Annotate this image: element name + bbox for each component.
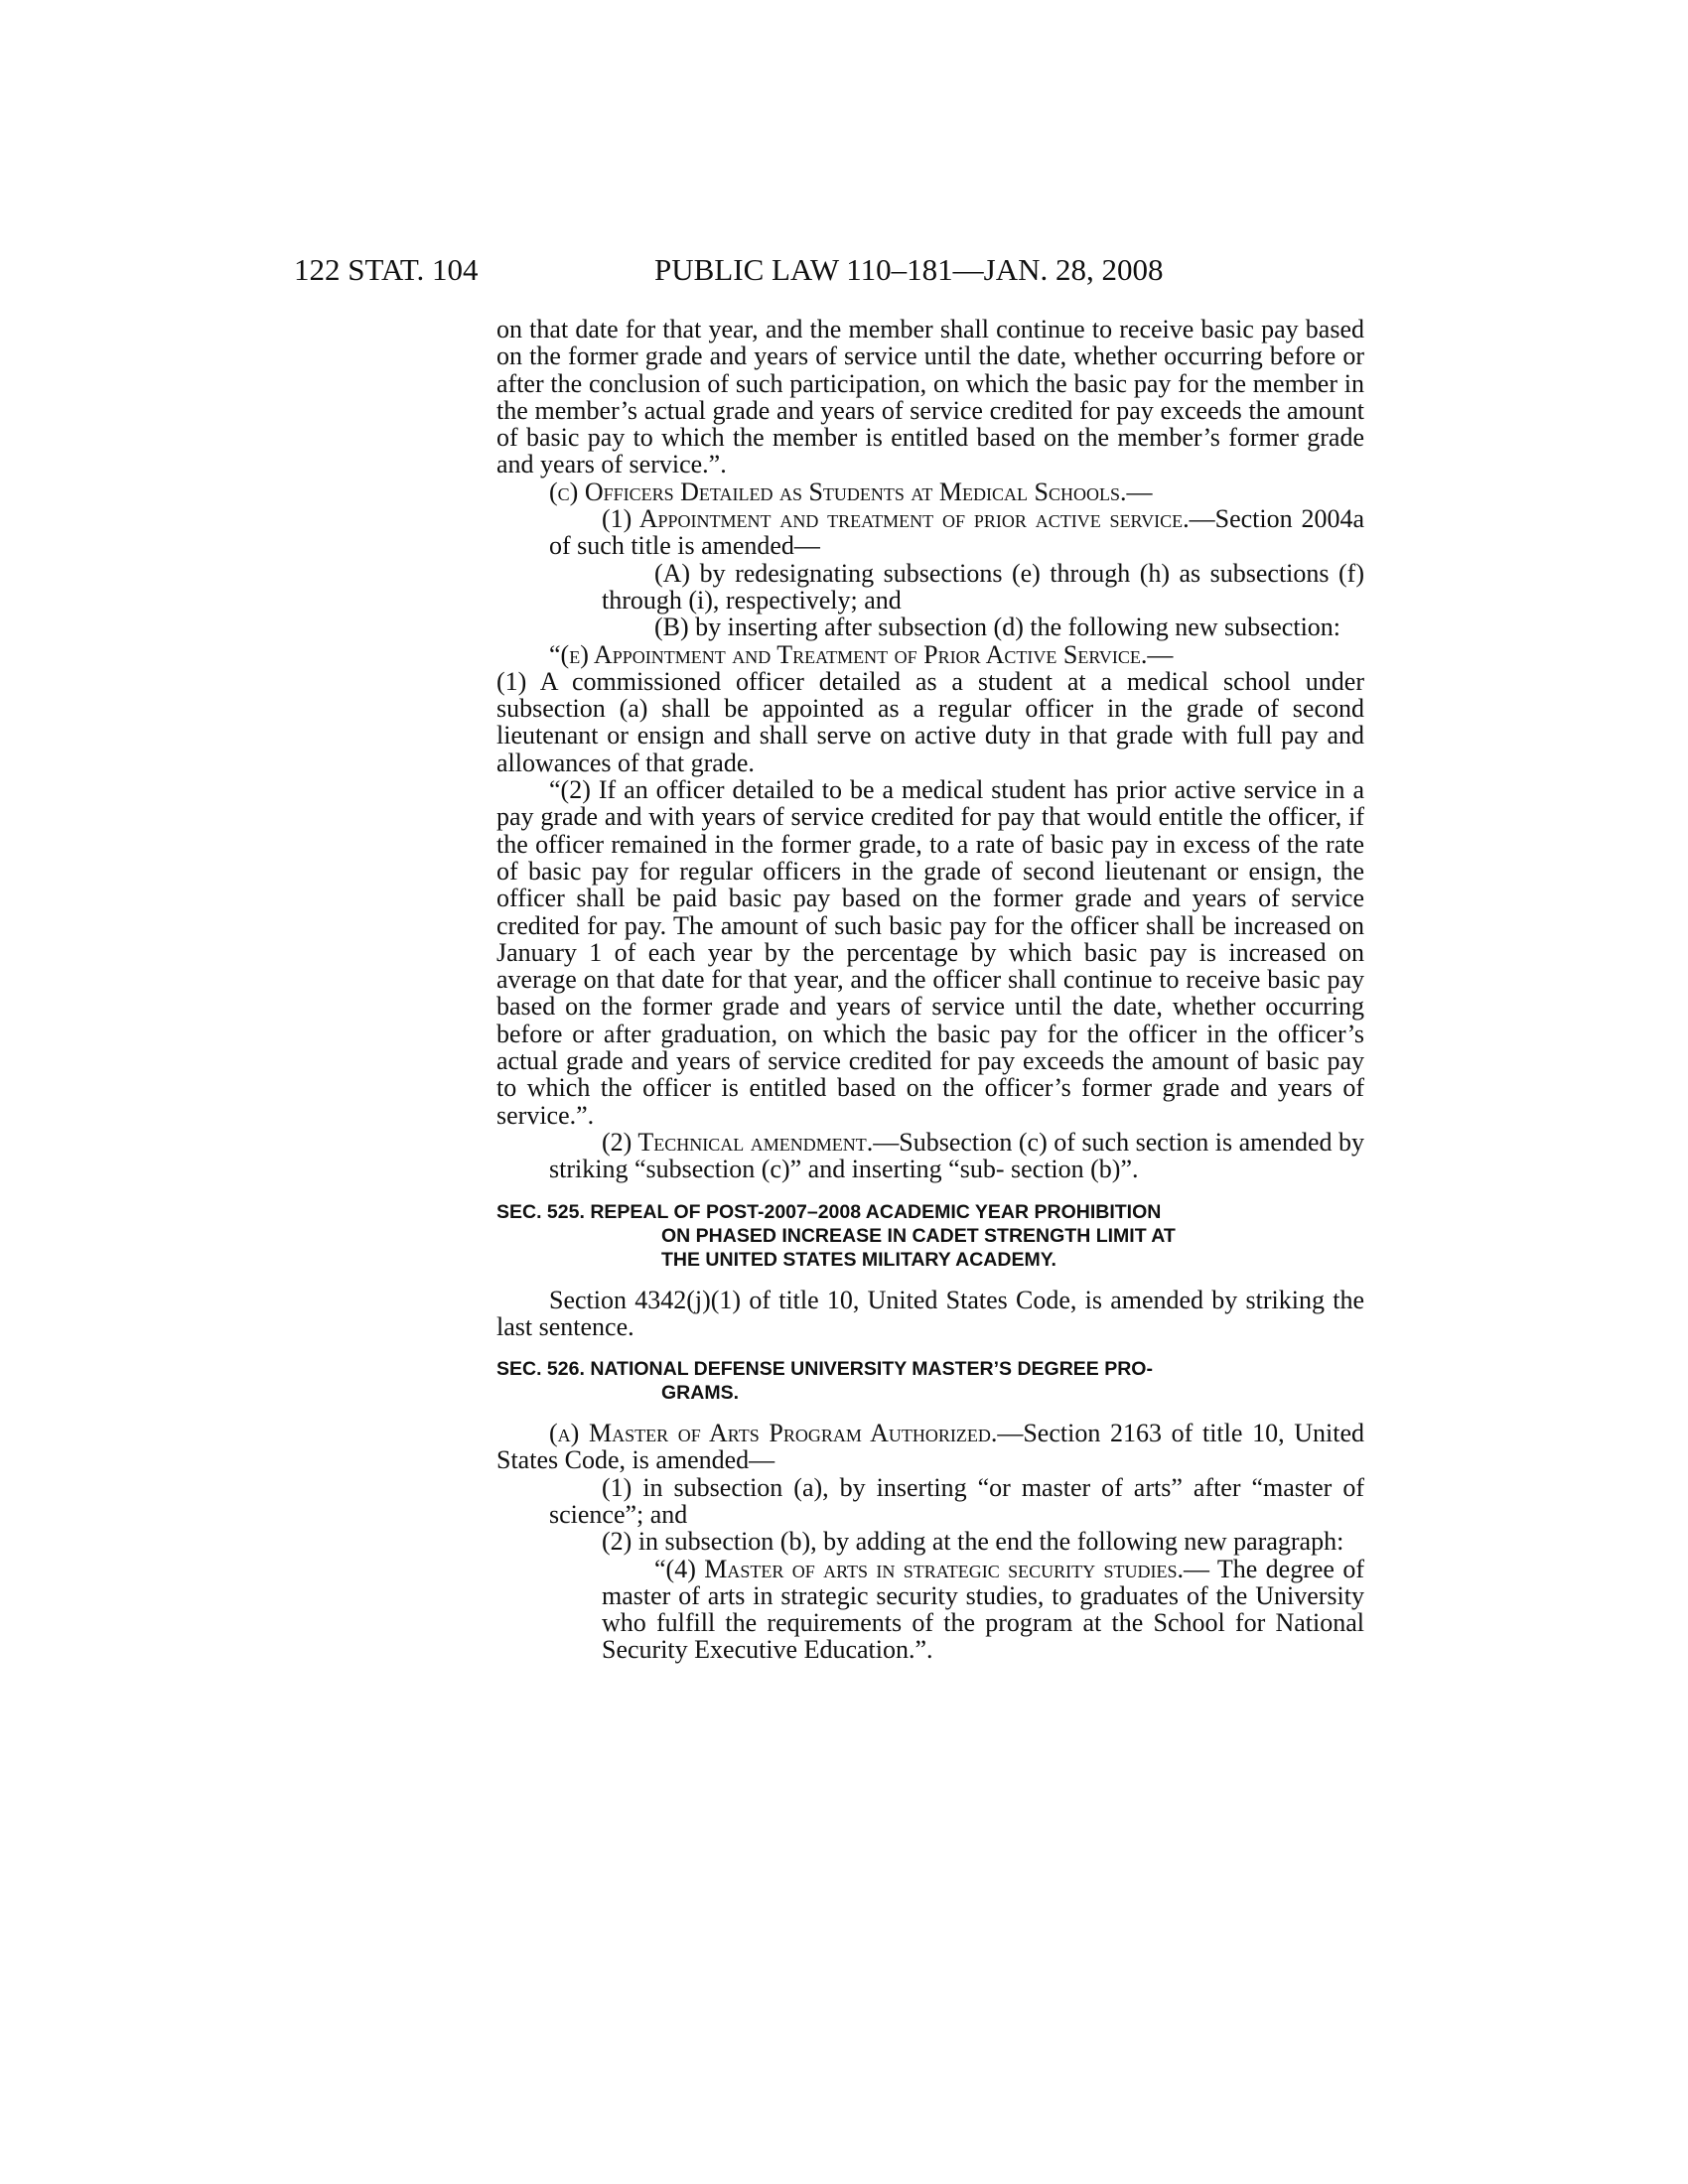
- subsection-a-heading: (a) Master of Arts Program Authorized.: [549, 1419, 998, 1448]
- quoted-subsection-e-1: (1) A commissioned officer detailed as a student at a medical school under subsection (a) shall be appointed as a regular officer in the grade of second lieutenant or ensign and shall serve on active duty in that grade with full pay and allowances of that grade.: [496, 666, 1364, 777]
- document-body: [496, 316, 1364, 1664]
- paragraph-a1: (1) in subsection (a), by inserting “or master of arts” after “master of science”; and: [549, 1472, 1364, 1529]
- quoted-subsection-e: [496, 641, 1364, 668]
- paragraph-c2: [496, 1129, 1364, 1183]
- quoted-paragraph-4: [496, 1556, 1364, 1664]
- quoted-subsection-e-heading: “(e) Appointment and Treatment of Prior Active Service.—: [549, 639, 1174, 669]
- paragraph-c2-heading: (2) Technical amendment.: [602, 1127, 874, 1157]
- section-526-number: SEC. 526.: [496, 1358, 585, 1381]
- section-526-title-line-1: NATIONAL DEFENSE UNIVERSITY MASTER’S DEGREE PRO-: [590, 1358, 1153, 1381]
- section-525-title-line-3: THE UNITED STATES MILITARY ACADEMY.: [661, 1248, 1056, 1271]
- section-525-number: SEC. 525.: [496, 1200, 585, 1223]
- quoted-paragraph-4-heading: “(4) Master of arts in strategic security studies.: [654, 1554, 1184, 1583]
- subsection-a-text: —Section 2163 of title 10, United States Code, is amended—: [496, 1419, 1365, 1475]
- section-525-title-line-1: REPEAL OF POST-2007–2008 ACADEMIC YEAR PROHIBITION: [590, 1200, 1162, 1223]
- section-525-title-line-2: ON PHASED INCREASE IN CADET STRENGTH LIMIT AT: [661, 1224, 1176, 1247]
- public-law-citation: PUBLIC LAW 110–181—JAN. 28, 2008: [654, 252, 1164, 287]
- section-525-heading: [496, 1200, 1364, 1272]
- paragraph-c1-text: —Section 2004a of such title is amended—: [549, 504, 1364, 561]
- stat-page-number: 122 STAT. 104: [294, 252, 479, 287]
- subsection-c-heading: [496, 478, 1364, 505]
- quoted-subsection-e-2: “(2) If an officer detailed to be a medical student has prior active service in a pay grade and with years of service credited for pay that would entitle the officer, if the officer remained in the former grade, to a rate of basic pay in excess of the rate of basic pay for regular officers in the grade of second lieutenant or ensign, the officer shall be paid basic pay based on the former grade and years of service credited for pay. The amount of such basic pay for the officer shall be increased on January 1 of each year by the percentage by which basic pay is increased on average on that date for that year, and the officer shall continue to receive basic pay based on the former grade and years of service until the date, whether occurring before or after graduation, on which the basic pay for the officer in the officer’s actual grade and years of service credited for pay exceeds the amount of basic pay to which the officer is entitled based on the officer’s former grade and years of service.”.: [496, 775, 1364, 1130]
- paragraph-c2-text: —Subsection (c) of such section is amended by striking “subsection (c)” and inserting “sub- section (b)”.: [549, 1127, 1365, 1184]
- subsection-a: [496, 1420, 1364, 1474]
- continued-paragraph: on that date for that year, and the member shall continue to receive basic pay based on the former grade and years of service until the date, whether occurring before or after the conclusion of such participation, on which the basic pay for the member in the member’s actual grade and years of service credited for pay exceeds the amount of basic pay to which the member is entitled based on the member’s former grade and years of service.”.: [496, 315, 1364, 479]
- paragraph-c1: [496, 505, 1364, 560]
- quoted-paragraph-4-text: — The degree of master of arts in strategic security studies, to graduates of the University who fulfill the requirements of the program at the School for National Security Executive Education.”.: [602, 1554, 1364, 1665]
- paragraph-c1-heading: (1) Appointment and treatment of prior active service.: [602, 504, 1190, 534]
- subparagraph-c1A: (A) by redesignating subsections (e) through (h) as subsections (f) through (i), respectively; and: [602, 558, 1364, 614]
- section-526-heading: [496, 1357, 1364, 1405]
- subparagraph-c1B: (B) by inserting after subsection (d) the following new subsection:: [654, 613, 1341, 642]
- running-header: [0, 250, 1688, 290]
- section-526-title-line-2: GRAMS.: [661, 1382, 739, 1405]
- paragraph-a2: (2) in subsection (b), by adding at the end the following new paragraph:: [602, 1527, 1344, 1557]
- subsection-c-title: (c) Officers Detailed as Students at Medical Schools.—: [549, 477, 1153, 506]
- section-525-text: Section 4342(j)(1) of title 10, United States Code, is amended by striking the last sentence.: [496, 1285, 1364, 1341]
